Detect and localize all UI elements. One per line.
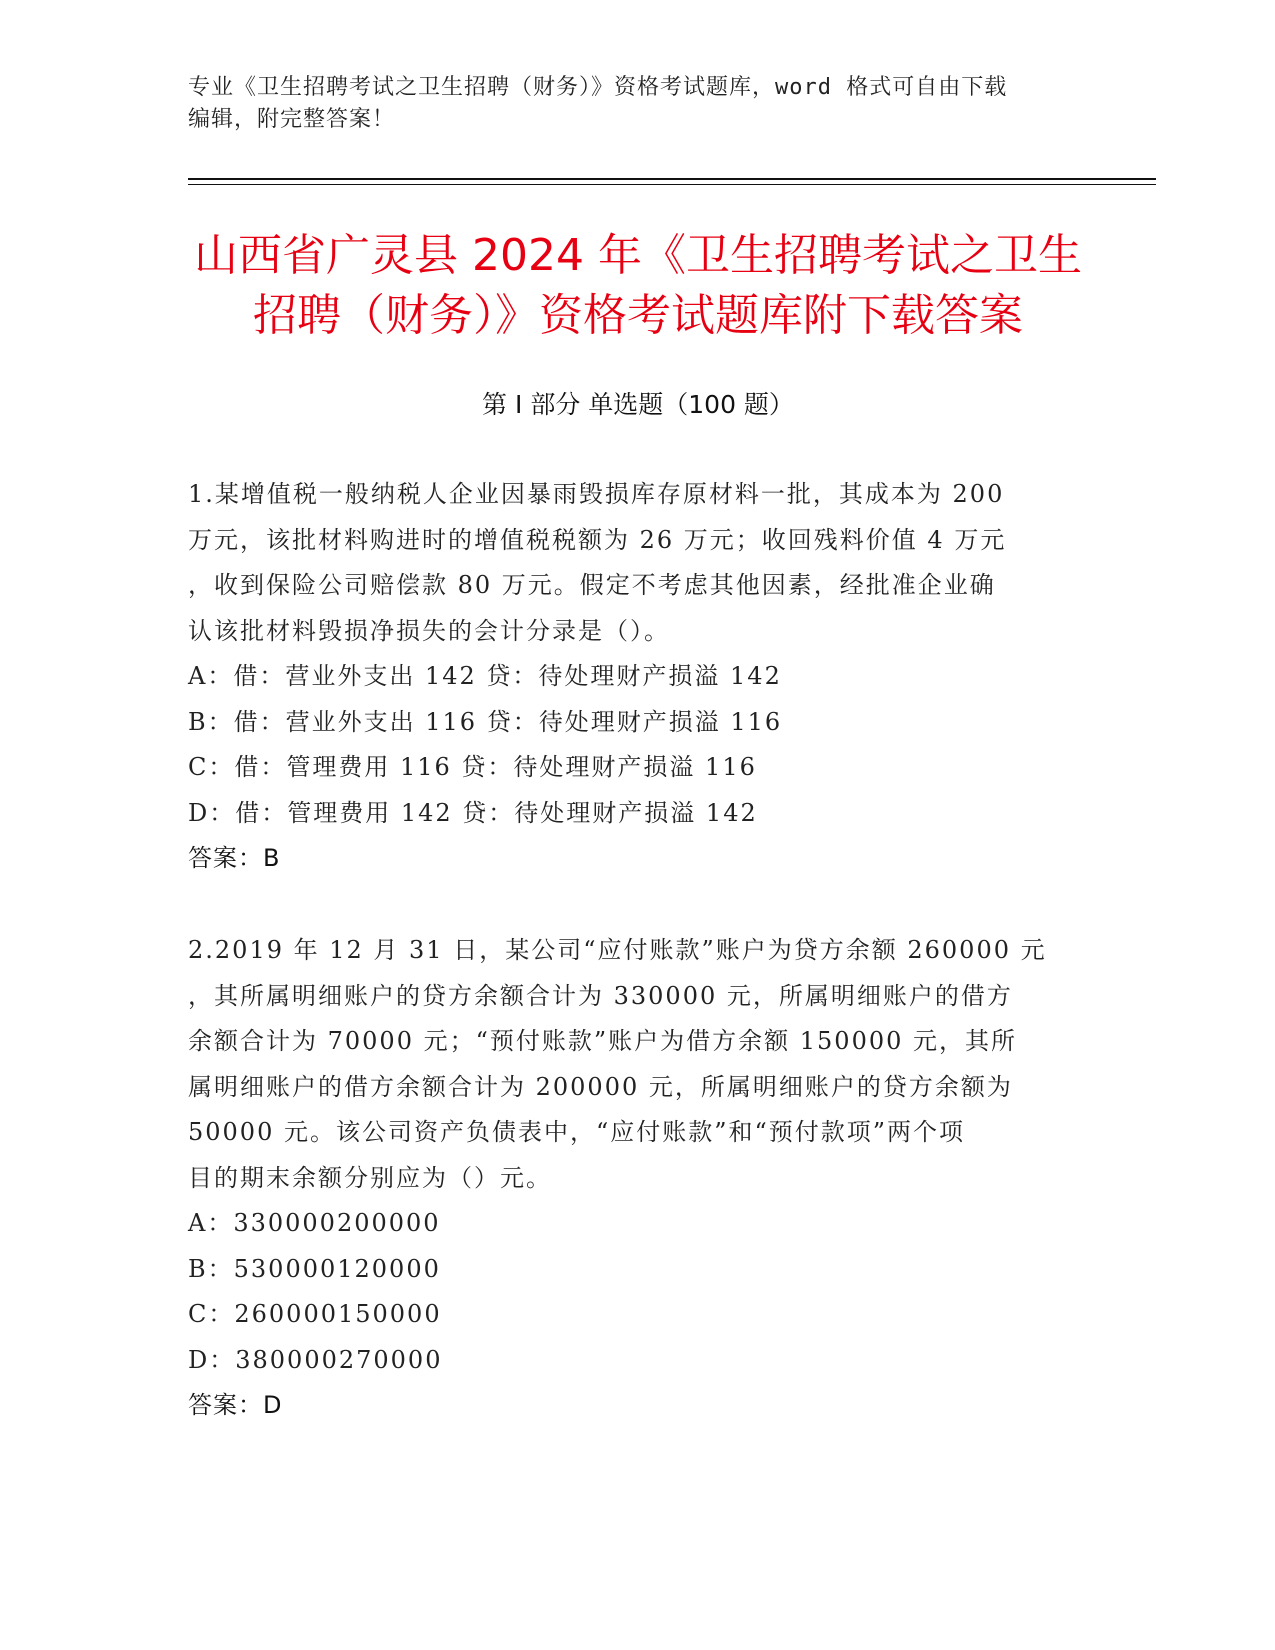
section-heading: 第 I 部分 单选题（100 题） — [482, 390, 794, 419]
question-stem-line: ，收到保险公司赔偿款 80 万元。假定不考虑其他因素，经批准企业确 — [188, 571, 996, 599]
option-c: C：借：管理费用 116 贷：待处理财产损溢 116 — [188, 753, 757, 781]
header-note-line-1: 专业《卫生招聘考试之卫生招聘（财务）》资格考试题库，word 格式可自由下载 — [188, 75, 1008, 100]
question-2 — [188, 928, 1088, 1429]
question-stem-line: ，其所属明细账户的贷方余额合计为 330000 元，所属明细账户的借方 — [188, 981, 1013, 1010]
question-stem-line: 余额合计为 70000 元；“预付账款”账户为借方余额 150000 元，其所 — [188, 1027, 1018, 1055]
question-stem — [188, 928, 1088, 1201]
question-stem-line: 目的期末余额分别应为（）元。 — [188, 1163, 552, 1192]
header-divider-thick — [188, 178, 1156, 180]
document-title-line-1: 山西省广灵县 2024 年《卫生招聘考试之卫生 — [194, 230, 1082, 281]
option-b: B：530000120000 — [188, 1254, 441, 1283]
question-stem-line: 2.2019 年 12 月 31 日，某公司“应付账款”账户为贷方余额 260000 元 — [188, 936, 1047, 964]
answer: 答案：D — [188, 1391, 283, 1419]
header-divider-thin — [188, 184, 1156, 185]
option-d: D：借：管理费用 142 贷：待处理财产损溢 142 — [188, 798, 758, 827]
document-title — [188, 226, 1088, 346]
option-c: C：260000150000 — [188, 1300, 442, 1328]
header-note — [188, 72, 1088, 136]
option-d: D：380000270000 — [188, 1345, 443, 1374]
question-1 — [188, 472, 1088, 882]
option-a: A：330000200000 — [188, 1209, 441, 1237]
question-stem-line: 认该批材料毁损净损失的会计分录是（）。 — [188, 616, 670, 645]
question-stem-line: 1.某增值税一般纳税人企业因暴雨毁损库存原材料一批，其成本为 200 — [188, 480, 1005, 508]
option-b: B：借：营业外支出 116 贷：待处理财产损溢 116 — [188, 707, 783, 736]
question-stem — [188, 472, 1088, 654]
answer: 答案：B — [188, 844, 281, 872]
document-title-line-2: 招聘（财务）》资格考试题库附下载答案 — [253, 290, 1023, 341]
question-stem-line: 万元，该批材料购进时的增值税税额为 26 万元；收回残料价值 4 万元 — [188, 525, 1007, 554]
question-stem-line: 属明细账户的借方余额合计为 200000 元，所属明细账户的贷方余额为 — [188, 1072, 1013, 1101]
question-stem-line: 50000 元。该公司资产负债表中，“应付账款”和“预付款项”两个项 — [188, 1118, 966, 1146]
header-note-line-2: 编辑，附完整答案！ — [188, 107, 396, 132]
option-a: A：借：营业外支出 142 贷：待处理财产损溢 142 — [188, 662, 782, 690]
